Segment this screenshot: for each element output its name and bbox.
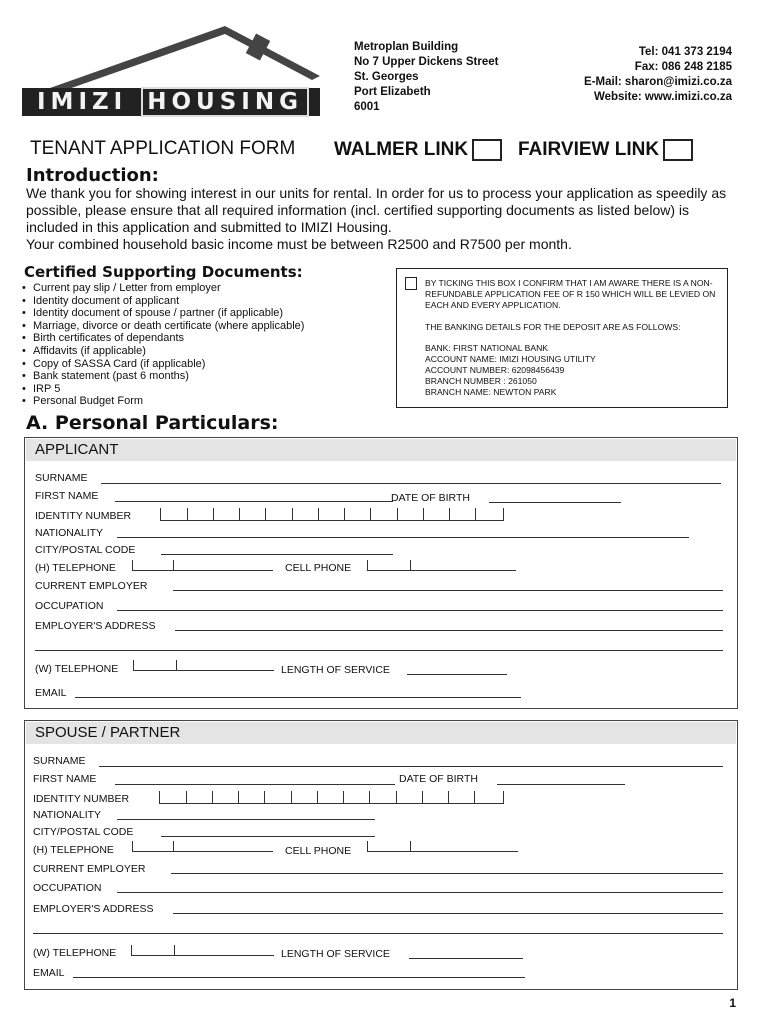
surname-label: SURNAME	[35, 472, 88, 484]
length-of-service-label: LENGTH OF SERVICE	[281, 664, 390, 676]
branch-number: BRANCH NUMBER : 261050	[425, 376, 537, 386]
employer-label: CURRENT EMPLOYER	[35, 580, 148, 592]
fee-confirm-checkbox[interactable]	[405, 277, 417, 290]
length-of-service-input[interactable]	[407, 674, 507, 675]
surname-label: SURNAME	[33, 755, 86, 767]
id-number-input[interactable]	[159, 791, 504, 804]
address-line: No 7 Upper Dickens Street	[354, 56, 499, 68]
first-name-label: FIRST NAME	[33, 773, 97, 785]
employer-address-input[interactable]	[173, 913, 723, 914]
bank-name: BANK: FIRST NATIONAL BANK	[425, 343, 549, 353]
list-item: • IRP 5	[22, 383, 304, 396]
estate-option-fairview[interactable]	[518, 139, 693, 161]
dob-label: DATE OF BIRTH	[391, 492, 470, 504]
address-line: Port Elizabeth	[354, 86, 431, 98]
employer-input[interactable]	[173, 590, 723, 591]
banking-details-box	[396, 268, 728, 408]
employer-address-input-line2[interactable]	[35, 650, 723, 651]
h-telephone-label: (H) TELEPHONE	[35, 562, 116, 574]
list-item: • Current pay slip / Letter from employer	[22, 282, 304, 295]
length-of-service-label: LENGTH OF SERVICE	[281, 948, 390, 960]
employer-address-input-line2[interactable]	[33, 933, 723, 934]
contact-fax: Fax: 086 248 2185	[634, 61, 732, 73]
form-title: TENANT APPLICATION FORM	[30, 138, 296, 159]
city-label: CITY/POSTAL CODE	[35, 544, 136, 556]
email-label: EMAIL	[33, 967, 65, 979]
employer-address-label: EMPLOYER'S ADDRESS	[35, 620, 156, 632]
dob-input[interactable]	[489, 502, 621, 503]
address-line: St. Georges	[354, 71, 419, 83]
nationality-input[interactable]	[117, 819, 375, 820]
spouse-panel	[24, 720, 738, 990]
first-name-input[interactable]	[115, 501, 393, 502]
w-telephone-label: (W) TELEPHONE	[35, 663, 119, 675]
h-telephone-label: (H) TELEPHONE	[33, 844, 114, 856]
employer-label: CURRENT EMPLOYER	[33, 863, 146, 875]
logo-word-housing: HOUSING	[141, 87, 309, 117]
id-number-input[interactable]	[160, 508, 504, 521]
income-requirement: Your combined household basic income must be between R2500 and R7500 per month.	[26, 236, 572, 252]
nationality-label: NATIONALITY	[35, 527, 104, 539]
first-name-label: FIRST NAME	[35, 490, 99, 502]
banking-heading: THE BANKING DETAILS FOR THE DEPOSIT ARE AS FOLLOWS:	[425, 322, 681, 332]
surname-input[interactable]	[101, 483, 721, 484]
length-of-service-input[interactable]	[409, 958, 523, 959]
cell-phone-label: CELL PHONE	[285, 562, 352, 574]
intro-heading: Introduction:	[26, 165, 159, 186]
contact-tel: Tel: 041 373 2194	[638, 46, 732, 58]
nationality-input[interactable]	[117, 537, 389, 538]
list-item: • Copy of SASSA Card (if applicable)	[22, 358, 304, 371]
employer-address-label: EMPLOYER'S ADDRESS	[33, 903, 154, 915]
page-number: 1	[729, 996, 736, 1010]
company-contact	[584, 45, 732, 105]
first-name-input[interactable]	[115, 784, 395, 785]
list-item: • Affidavits (if applicable)	[22, 345, 304, 358]
estate-label: FAIRVIEW LINK	[518, 139, 660, 160]
intro-text	[26, 185, 738, 253]
supporting-docs-heading: Certified Supporting Documents:	[24, 263, 303, 281]
dob-input[interactable]	[497, 784, 625, 785]
city-input[interactable]	[161, 836, 375, 837]
contact-website: Website: www.imizi.co.za	[593, 91, 732, 103]
panel-header	[26, 439, 736, 461]
address-line: Metroplan Building	[354, 41, 459, 53]
list-item: • Marriage, divorce or death certificate (where applicable)	[22, 320, 304, 333]
occupation-input[interactable]	[117, 892, 723, 893]
cell-phone-input[interactable]	[367, 560, 516, 571]
surname-input[interactable]	[99, 766, 723, 767]
employer-input[interactable]	[171, 873, 723, 874]
employer-address-input[interactable]	[175, 630, 723, 631]
contact-email: E-Mail: sharon@imizi.co.za	[584, 76, 732, 88]
intro-paragraph: We thank you for showing interest in our units for rental. In order for us to process your application as speedily as possible, please ensure that all required information (incl. certified supporting documents as listed below) is included in this application and submitted to IMIZI Housing.	[26, 185, 727, 235]
nationality-input-extended[interactable]	[389, 537, 689, 538]
estate-label: WALMER LINK	[334, 139, 469, 160]
cell-phone-input[interactable]	[367, 841, 518, 852]
city-input[interactable]	[161, 554, 393, 555]
banking-details	[425, 343, 725, 398]
w-telephone-input[interactable]	[133, 660, 274, 671]
city-label: CITY/POSTAL CODE	[33, 826, 134, 838]
nationality-label: NATIONALITY	[33, 809, 102, 821]
applicant-title: APPLICANT	[35, 441, 119, 458]
h-telephone-input[interactable]	[132, 560, 273, 571]
w-telephone-label: (W) TELEPHONE	[33, 947, 117, 959]
list-item: • Bank statement (past 6 months)	[22, 370, 304, 383]
occupation-input[interactable]	[117, 610, 723, 611]
applicant-panel	[24, 437, 738, 709]
supporting-docs-list	[22, 282, 304, 408]
id-number-label: IDENTITY NUMBER	[33, 793, 130, 805]
section-a-title: A. Personal Particulars:	[26, 412, 279, 434]
list-item: • Birth certificates of dependants	[22, 332, 304, 345]
fairview-link-checkbox[interactable]	[663, 139, 693, 161]
h-telephone-input[interactable]	[132, 841, 273, 852]
email-input[interactable]	[75, 697, 521, 698]
logo-word-imizi: IMIZI	[37, 89, 128, 115]
walmer-link-checkbox[interactable]	[472, 139, 502, 161]
email-label: EMAIL	[35, 687, 67, 699]
cell-phone-label: CELL PHONE	[285, 845, 352, 857]
occupation-label: OCCUPATION	[35, 600, 104, 612]
list-item: • Identity document of applicant	[22, 295, 304, 308]
logo	[22, 88, 320, 116]
id-number-label: IDENTITY NUMBER	[35, 510, 132, 522]
address-line: 6001	[354, 101, 380, 113]
list-item: • Identity document of spouse / partner (if applicable)	[22, 307, 304, 320]
email-input[interactable]	[73, 977, 525, 978]
fee-confirm-text: BY TICKING THIS BOX I CONFIRM THAT I AM AWARE THERE IS A NON-REFUNDABLE APPLICATION FEE OF R 150 WHICH WILL BE LEVIED ON EACH AND EVERY APPLICATION.	[425, 278, 716, 310]
spouse-title: SPOUSE / PARTNER	[35, 724, 181, 741]
w-telephone-input[interactable]	[131, 945, 274, 956]
estate-option-walmer[interactable]	[334, 139, 502, 161]
dob-label: DATE OF BIRTH	[399, 773, 478, 785]
company-address	[354, 40, 498, 115]
account-name: ACCOUNT NAME: IMIZI HOUSING UTILITY	[425, 354, 596, 364]
list-item: • Personal Budget Form	[22, 395, 304, 408]
account-number: ACCOUNT NUMBER: 62098456439	[425, 365, 565, 375]
branch-name: BRANCH NAME: NEWTON PARK	[425, 387, 557, 397]
occupation-label: OCCUPATION	[33, 882, 102, 894]
